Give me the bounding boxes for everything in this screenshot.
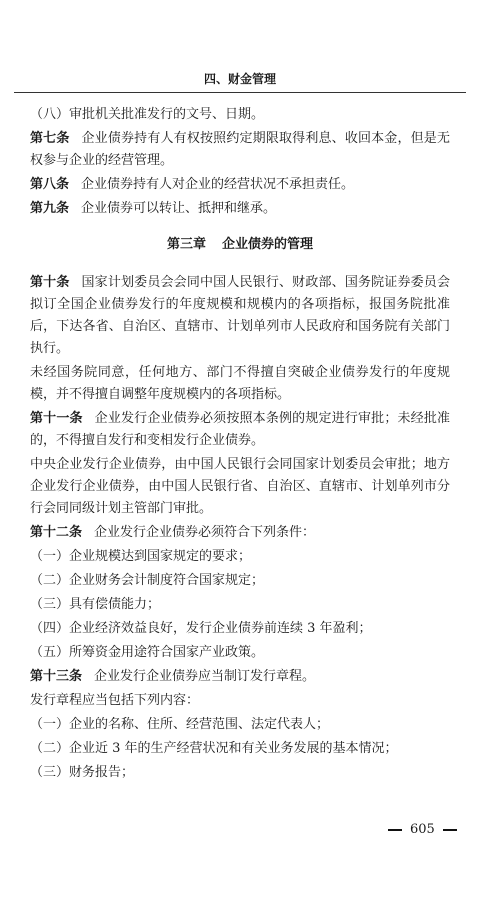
list-item: （三）具有偿债能力； (30, 597, 161, 612)
article-10: 第十条 国家计划委员会会同中国人民银行、财政部、国务院证券委员会拟订全国企业债券发行的年度规模和规模内的各项指标，报国务院批准后，下达各省、自治区、直辖市、计划单列市人民政府和国务院有关部门执行。 (30, 275, 450, 356)
paragraph: （八）审批机关批准发行的文号、日期。 (30, 107, 265, 122)
article-number: 第十一条 (30, 411, 83, 426)
article-number: 第九条 (30, 201, 70, 216)
article-12: 第十二条 企业发行企业债券必须符合下列条件： (30, 525, 316, 540)
article-number: 第十三条 (30, 669, 83, 684)
article-7: 第七条 企业债券持有人有权按照约定期限取得利息、收回本金，但是无权参与企业的经营管理。 (30, 131, 450, 168)
running-header: 四、财金管理 (203, 72, 276, 86)
article-number: 第十条 (30, 275, 70, 290)
list-item: （一）企业规模达到国家规定的要求； (30, 549, 252, 564)
article-number: 第八条 (30, 177, 70, 192)
list-item: （五）所筹资金用途符合国家产业政策。 (30, 645, 265, 660)
paragraph: 未经国务院同意，任何地方、部门不得擅自突破企业债券发行的年度规模，并不得擅自调整年度规模内的各项指标。 (30, 365, 450, 402)
article-9: 第九条 企业债券可以转让、抵押和继承。 (30, 201, 277, 216)
article-number: 第七条 (30, 131, 70, 146)
article-13: 第十三条 企业发行企业债券应当制订发行章程。 (30, 669, 316, 684)
chapter-number: 第三章 (166, 237, 206, 252)
paragraph: 发行章程应当包括下列内容： (30, 693, 200, 708)
paragraph: 中央企业发行企业债券，由中国人民银行会同国家计划委员会审批；地方企业发行企业债券，由中国人民银行省、自治区、直辖市、计划单列市分行会同同级计划主管部门审批。 (30, 457, 450, 516)
article-number: 第十二条 (30, 525, 83, 540)
list-item: （二）企业近 3 年的生产经营状况和有关业务发展的基本情况； (30, 741, 398, 756)
body-text (30, 104, 450, 786)
dash-right (443, 829, 457, 831)
chapter-title: 企业债券的管理 (222, 237, 314, 252)
list-item: （二）企业财务会计制度符合国家规定； (30, 573, 265, 588)
list-item: （一）企业的名称、住所、经营范围、法定代表人； (30, 717, 330, 732)
dash-left (388, 829, 402, 831)
list-item: （四）企业经济效益良好，发行企业债券前连续 3 年盈利； (30, 621, 372, 636)
page-number: 605 (410, 822, 435, 837)
list-item: （三）财务报告； (30, 765, 135, 780)
article-11: 第十一条 企业发行企业债券必须按照本条例的规定进行审批；未经批准的，不得擅自发行和变相发行企业债券。 (30, 411, 450, 448)
page-footer (388, 822, 457, 837)
header-rule (14, 92, 466, 93)
chapter-heading (30, 234, 450, 256)
article-8: 第八条 企业债券持有人对企业的经营状况不承担责任。 (30, 177, 355, 192)
